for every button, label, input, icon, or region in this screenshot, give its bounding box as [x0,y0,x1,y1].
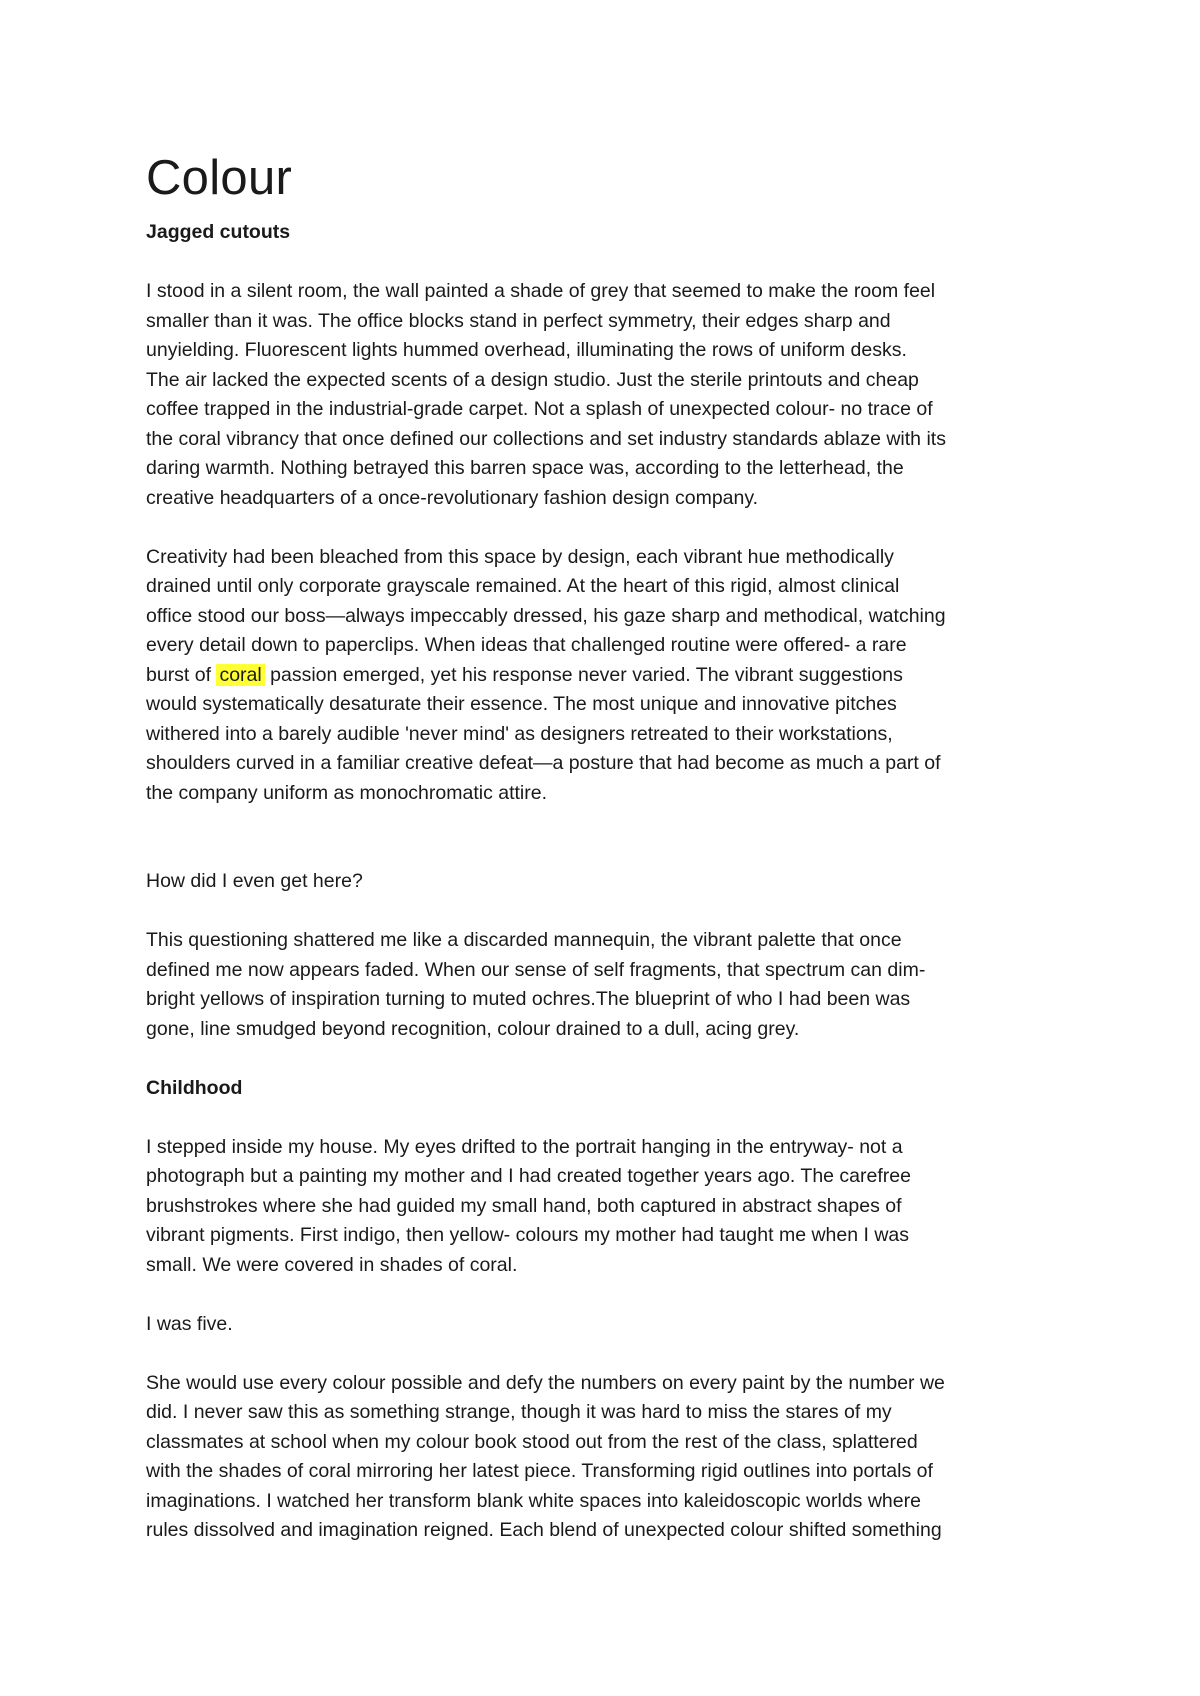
text-line: I was five. [146,1312,233,1335]
paragraph-questioning-shattered [146,926,1076,1044]
text-fragment: burst of [146,663,217,686]
text-line: rules dissolved and imagination reigned. Each blend of unexpected colour shifted something [146,1519,942,1541]
document-page [146,148,1076,1575]
text-line: daring warmth. Nothing betrayed this barren space was, according to the letterhead, the [146,457,904,479]
text-line: shoulders curved in a familiar creative defeat—a posture that had become as much a part of [146,752,941,774]
text-line: The air lacked the expected scents of a design studio. Just the sterile printouts and cheap [146,368,919,391]
paragraph-i-was-five [146,1310,1076,1340]
section-heading-childhood: Childhood [146,1076,243,1099]
paragraph-stepped-inside [146,1133,1076,1281]
text-line: photograph but a painting my mother and I had created together years ago. The carefree [146,1165,911,1187]
document-title: Colour [146,151,293,205]
highlighted-word-coral: coral [216,664,264,686]
text-line: office stood our boss—always impeccably dressed, his gaze sharp and methodical, watching [146,604,946,627]
text-line: vibrant pigments. First indigo, then yellow- colours my mother had taught me when I was [146,1224,910,1246]
text-line: did. I never saw this as something strange, though it was hard to miss the stares of my [146,1401,892,1423]
paragraph-every-colour [146,1369,1076,1546]
paragraph-creativity-bleached [146,543,1076,809]
text-line: brushstrokes where she had guided my small hand, both captured in abstract shapes of [146,1194,902,1217]
text-line: I stepped inside my house. My eyes drifted to the portrait hanging in the entryway- not a [146,1135,903,1158]
text-line: gone, line smudged beyond recognition, colour drained to a dull, acing grey. [146,1017,800,1040]
text-line: the company uniform as monochromatic attire. [146,781,548,804]
text-line: every detail down to paperclips. When ideas that challenged routine were offered- a rare [146,634,907,656]
text-line: would systematically desaturate their essence. The most unique and innovative pitches [146,693,897,715]
text-line-with-highlight [146,661,1076,691]
text-line: creative headquarters of a once-revolutionary fashion design company. [146,486,759,509]
text-line: the coral vibrancy that once defined our collections and set industry standards ablaze with its [146,427,946,450]
text-line: imaginations. I watched her transform blank white spaces into kaleidoscopic worlds where [146,1489,921,1512]
text-line: classmates at school when my colour book stood out from the rest of the class, splattered [146,1430,918,1453]
section-heading-jagged-cutouts: Jagged cutouts [146,221,291,243]
text-line: drained until only corporate grayscale remained. At the heart of this rigid, almost clinical [146,575,900,597]
text-line: I stood in a silent room, the wall painted a shade of grey that seemed to make the room feel [146,280,936,302]
text-line: Creativity had been bleached from this space by design, each vibrant hue methodically [146,545,894,568]
text-line: defined me now appears faded. When our sense of self fragments, that spectrum can dim- [146,958,926,981]
text-line: This questioning shattered me like a discarded mannequin, the vibrant palette that once [146,929,902,951]
text-line: unyielding. Fluorescent lights hummed overhead, illuminating the rows of uniform desks. [146,339,907,361]
text-line: How did I even get here? [146,870,363,892]
text-line: with the shades of coral mirroring her latest piece. Transforming rigid outlines into portals of [146,1460,933,1482]
text-line: She would use every colour possible and defy the numbers on every paint by the number we [146,1371,945,1394]
text-fragment: passion emerged, yet his response never varied. The vibrant suggestions [264,663,903,686]
paragraph-question [146,867,1076,897]
paragraph-silent-room [146,277,1076,513]
text-line: coffee trapped in the industrial-grade carpet. Not a splash of unexpected colour- no trace of [146,398,933,420]
text-line: smaller than it was. The office blocks stand in perfect symmetry, their edges sharp and [146,309,891,332]
text-line: withered into a barely audible 'never mind' as designers retreated to their workstations, [146,722,893,745]
text-line: small. We were covered in shades of coral. [146,1253,518,1276]
text-line: bright yellows of inspiration turning to muted ochres.The blueprint of who I had been was [146,988,911,1010]
